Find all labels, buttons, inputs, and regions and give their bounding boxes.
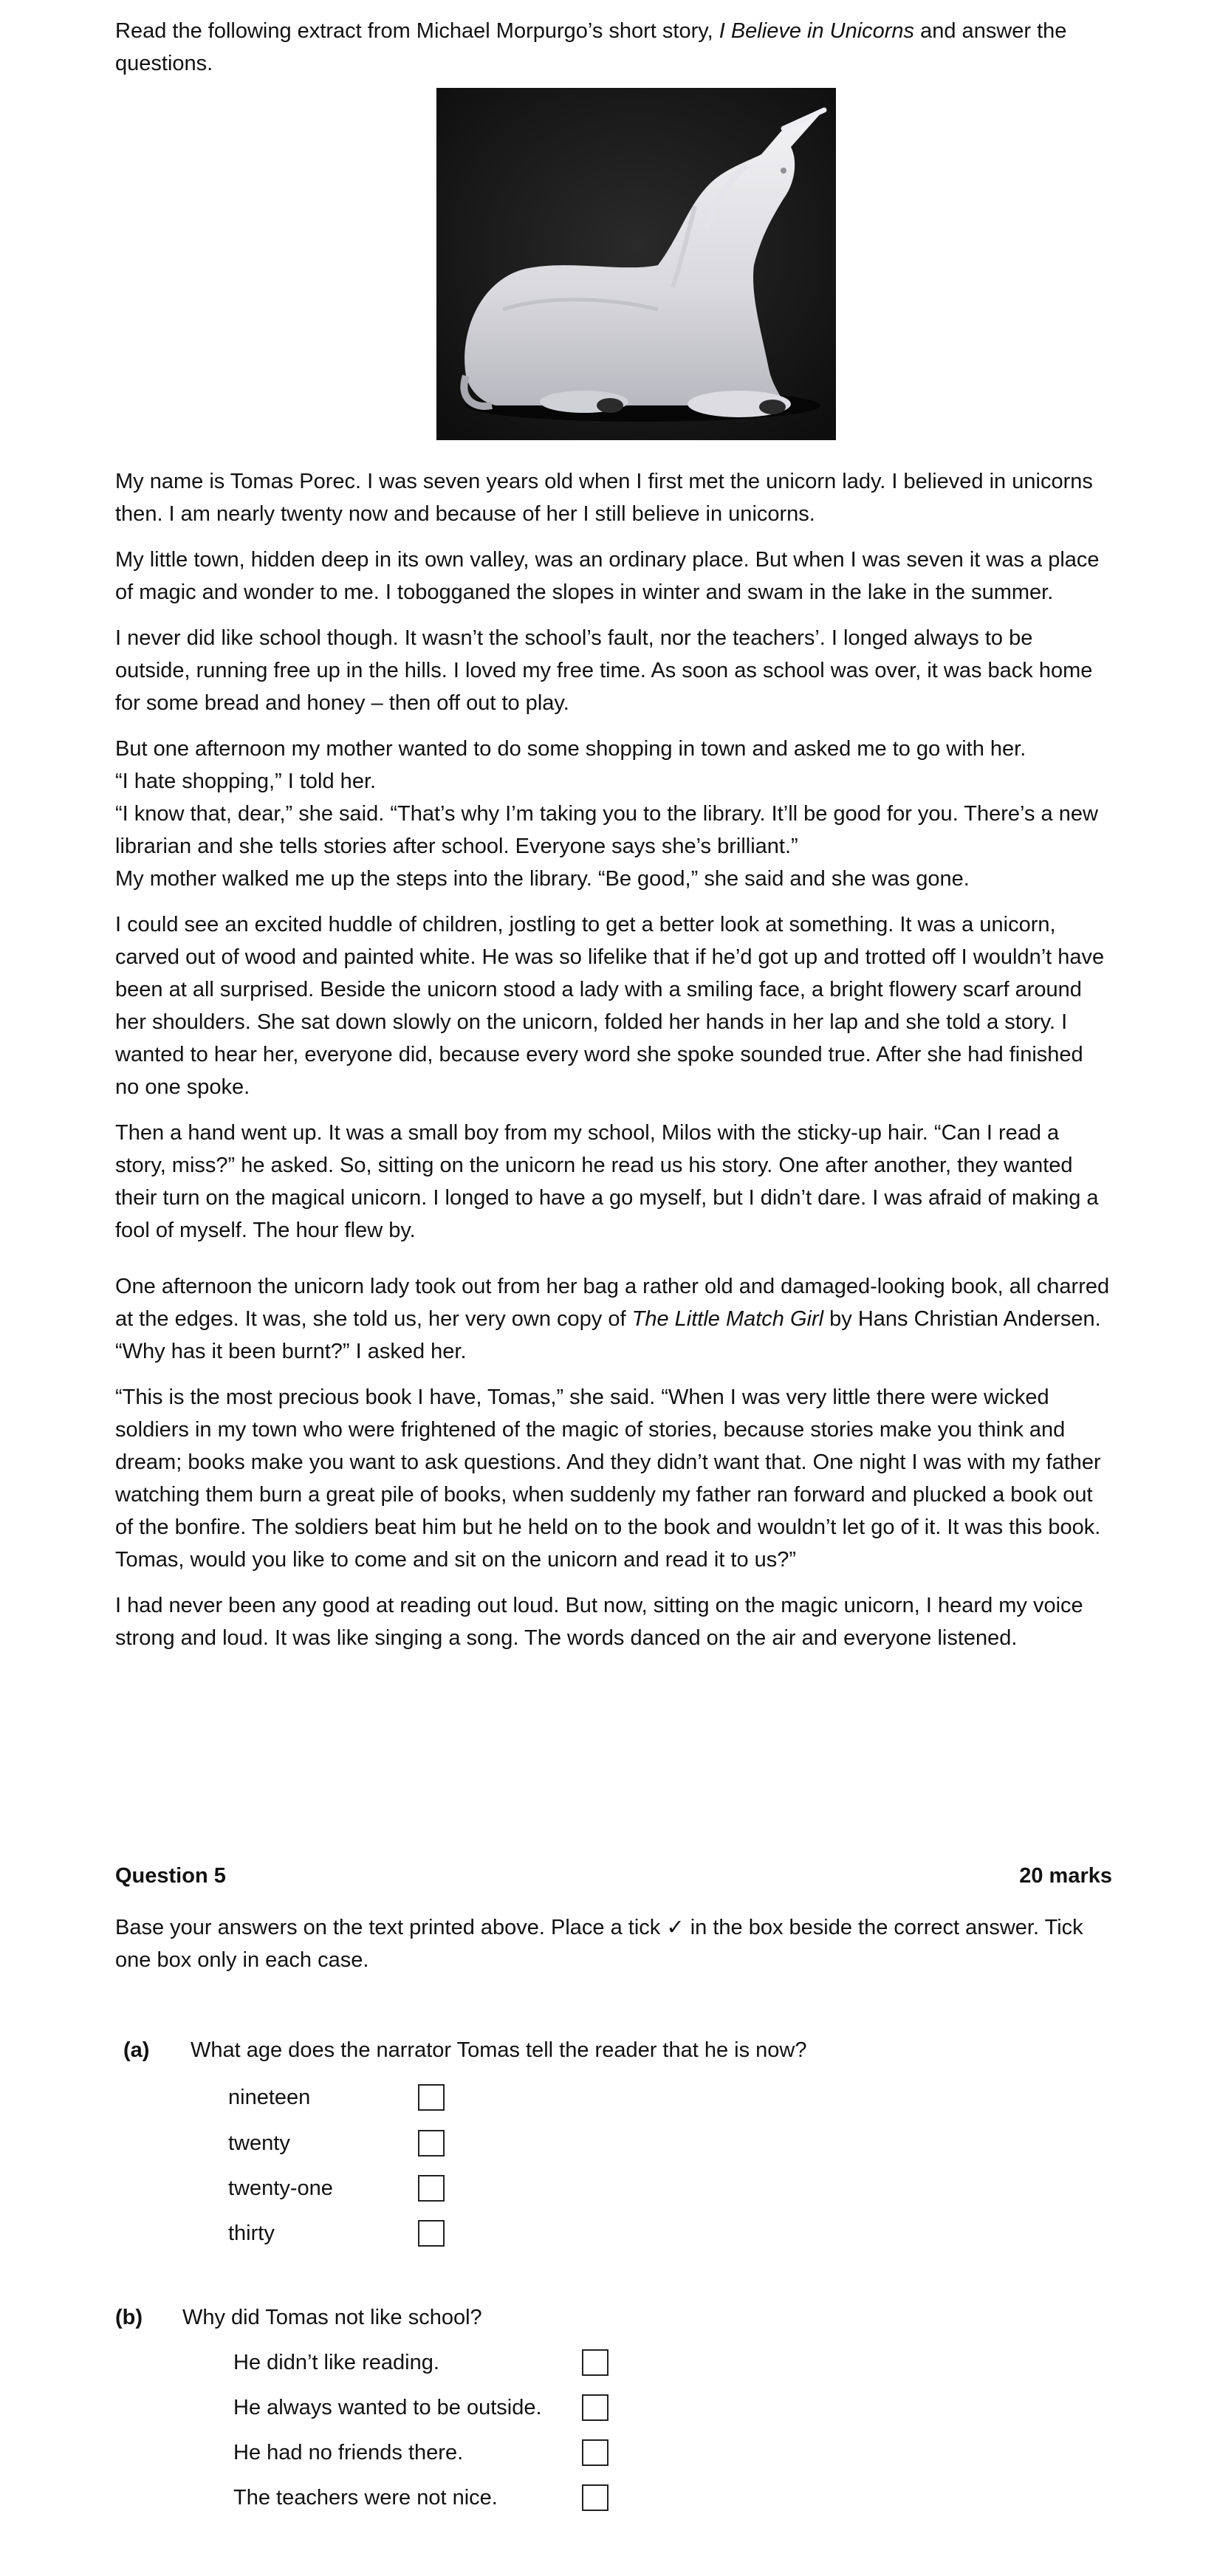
story-paragraph: My name is Tomas Porec. I was seven years old when I first met the unicorn lady. I believed in unicorns then. I am nearly twenty now and because of her I still believe in unicorns. [115,470,1093,526]
story-paragraph: I never did like school though. It wasn’t the school’s fault, nor the teachers’. I longed always to be outside, running free up in the hills. I loved my free time. As soon as school was over, it was back home for some bread and honey – then off out to play. [115,626,1093,715]
question-title: Question 5 [115,1864,226,1888]
part-b-option-label: The teachers were not nice. [233,2486,498,2510]
story-text: One afternoon the unicorn lady took out from her bag a rather old and damaged-looking book, all charred at the edges. It was, she told us, her very own copy of [115,1275,1110,1331]
story-paragraph [115,1270,1112,1368]
story-paragraph: My little town, hidden deep in its own valley, was an ordinary place. But when I was seven it was a place of magic and wonder to me. I tobogganed the slopes in winter and swam in the lake in the summer. [115,548,1100,604]
part-a-option-label: twenty-one [228,2176,333,2200]
intro-text [115,15,1112,80]
part-a-option-label: nineteen [228,2086,311,2109]
story-paragraph: Then a hand went up. It was a small boy from my school, Milos with the sticky-up hair. “Can I read a story, miss?” he asked. So, sitting on the unicorn he read us his story. One after another, they wanted their turn on the magical unicorn. I longed to have a go myself, but I didn’t dare. I was afraid of making a fool of myself. The hour flew by. [115,1121,1099,1242]
part-a-option-label: thirty [228,2222,275,2245]
intro-before: Read the following extract from Michael Morpurgo’s short story, [115,19,719,43]
story-extract [115,465,1112,1668]
story-paragraph: “I know that, dear,” she said. “That’s why I’m taking you to the library. It’ll be good for you. There’s a new librarian and she tells stories after school. Everyone says she’s brilliant.” [115,802,1098,858]
story-paragraph: But one afternoon my mother wanted to do some shopping in town and asked me to go with her. [115,737,1026,761]
part-a-checkbox[interactable] [418,2220,445,2247]
part-a-option-label: twenty [228,2131,290,2155]
unicorn-photo [436,88,836,440]
book-title: The Little Match Girl [631,1307,824,1331]
story-title: I Believe in Unicorns [719,19,915,43]
story-text: by Hans Christian Andersen. “Why has it been burnt?” I asked her. [115,1307,1101,1363]
part-b-option-label: He didn’t like reading. [233,2351,439,2374]
part-a-checkbox[interactable] [418,2084,445,2111]
story-paragraph: I had never been any good at reading out loud. But now, sitting on the magic unicorn, I heard my voice strong and loud. It was like singing a song. The words danced on the air and everyone listened. [115,1594,1083,1650]
part-b-checkbox[interactable] [582,2439,608,2466]
unicorn-seat-icon [436,88,836,440]
part-b-label: (b) [115,2306,143,2329]
question-marks: 20 marks [1019,1864,1112,1888]
part-b-question: Why did Tomas not like school? [182,2306,482,2329]
part-b-option-label: He always wanted to be outside. [233,2396,542,2419]
part-b-checkbox[interactable] [582,2349,608,2376]
part-b-option-label: He had no friends there. [233,2441,464,2464]
question-instructions: Base your answers on the text printed above. Place a tick ✓ in the box beside the correct answer. Tick one box only in each case. [115,1916,1083,1972]
story-paragraph: “This is the most precious book I have, Tomas,” she said. “When I was very little there were wicked soldiers in my town who were frightened of the magic of stories, because stories make you think and dream; books make you want to ask questions. And they didn’t want that. One night I was with my father watching them burn a great pile of books, when suddenly my father ran forward and plucked a book out of the bonfire. The soldiers beat him but he held on to the book and wouldn’t let go of it. It was this book. Tomas, would you like to come and sit on the unicorn and read it to us?” [115,1385,1101,1572]
story-paragraph: My mother walked me up the steps into the library. “Be good,” she said and she was gone. [115,867,970,891]
question-header [115,1860,1112,1892]
part-a-checkbox[interactable] [418,2130,445,2157]
part-a-checkbox[interactable] [418,2175,445,2202]
story-paragraph: “I hate shopping,” I told her. [115,770,377,793]
part-b-checkbox[interactable] [582,2394,608,2421]
part-a-label: (a) [123,2038,150,2062]
part-b-checkbox[interactable] [582,2484,608,2511]
intro-after: and answer the questions. [115,19,1067,75]
part-a-question: What age does the narrator Tomas tell the reader that he is now? [191,2038,807,2062]
story-paragraph: I could see an excited huddle of children, jostling to get a better look at something. It was a unicorn, carved out of wood and painted white. He was so lifelike that if he’d got up and trotted off I wouldn’t have been at all surprised. Beside the unicorn stood a lady with a smiling face, a bright flowery scarf around her shoulders. She sat down slowly on the unicorn, folded her hands in her lap and she told a story. I wanted to hear her, everyone did, because every word she spoke sounded true. After she had finished no one spoke. [115,913,1105,1099]
